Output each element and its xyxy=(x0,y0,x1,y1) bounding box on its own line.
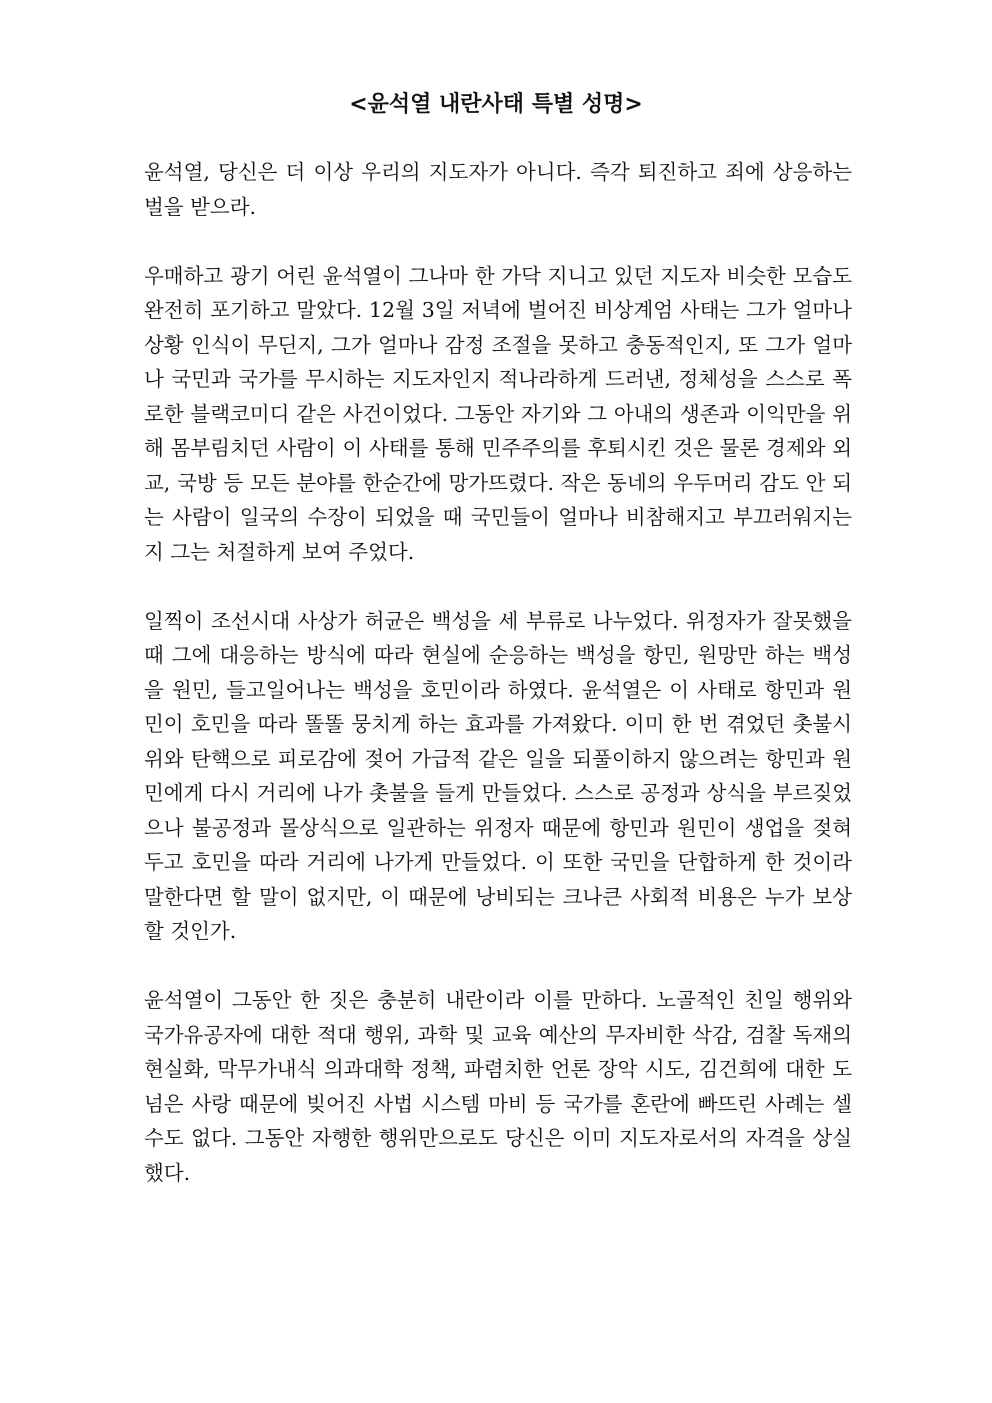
document-body xyxy=(144,155,852,1225)
paragraph-3: 일찍이 조선시대 사상가 허균은 백성을 세 부류로 나누었다. 위정자가 잘못했을 때 그에 대응하는 방식에 따라 현실에 순응하는 백성을 항민, 원망만 하는 백성을 원민, 들고일어나는 백성을 호민이라 하였다. 윤석열은 이 사태로 항민과 원민이 호민을 따라 똘똘 뭉치게 하는 효과를 가져왔다. 이미 한 번 겪었던 촛불시위와 탄핵으로 피로감에 젖어 가급적 같은 일을 되풀이하지 않으려는 항민과 원민에게 다시 거리에 나가 촛불을 들게 만들었다. 스스로 공정과 상식을 부르짖었으나 불공정과 몰상식으로 일관하는 위정자 때문에 항민과 원민이 생업을 젖혀 두고 호민을 따라 거리에 나가게 만들었다. 이 또한 국민을 단합하게 한 것이라 말한다면 할 말이 없지만, 이 때문에 낭비되는 크나큰 사회적 비용은 누가 보상할 것인가. xyxy=(144,608,852,943)
paragraph-1: 윤석열, 당신은 더 이상 우리의 지도자가 아니다. 즉각 퇴진하고 죄에 상응하는 벌을 받으라. xyxy=(144,160,852,219)
paragraph-4: 윤석열이 그동안 한 짓은 충분히 내란이라 이를 만하다. 노골적인 친일 행위와 국가유공자에 대한 적대 행위, 과학 및 교육 예산의 무자비한 삭감, 검찰 독재의 현실화, 막무가내식 의과대학 정책, 파렴치한 언론 장악 시도, 김건희에 대한 도 넘은 사랑 때문에 빚어진 사법 시스템 마비 등 국가를 혼란에 빠뜨린 사례는 셀 수도 없다. 그동안 자행한 행위만으로도 당신은 이미 지도자로서의 자격을 상실했다. xyxy=(144,988,852,1185)
document-title: <윤석열 내란사태 특별 성명> xyxy=(349,92,643,117)
paragraph-2: 우매하고 광기 어린 윤석열이 그나마 한 가닥 지니고 있던 지도자 비슷한 모습도 완전히 포기하고 말았다. 12월 3일 저녁에 벌어진 비상계엄 사태는 그가 얼마나 상황 인식이 무딘지, 그가 얼마나 감정 조절을 못하고 충동적인지, 또 그가 얼마나 국민과 국가를 무시하는 지도자인지 적나라하게 드러낸, 정체성을 스스로 폭로한 블랙코미디 같은 사건이었다. 그동안 자기와 그 아내의 생존과 이익만을 위해 몸부림치던 사람이 이 사태를 통해 민주주의를 후퇴시킨 것은 물론 경제와 외교, 국방 등 모든 분야를 한순간에 망가뜨렸다. 작은 동네의 우두머리 감도 안 되는 사람이 일국의 수장이 되었을 때 국민들이 얼마나 비참해지고 부끄러워지는지 그는 처절하게 보여 주었다. xyxy=(144,263,852,564)
